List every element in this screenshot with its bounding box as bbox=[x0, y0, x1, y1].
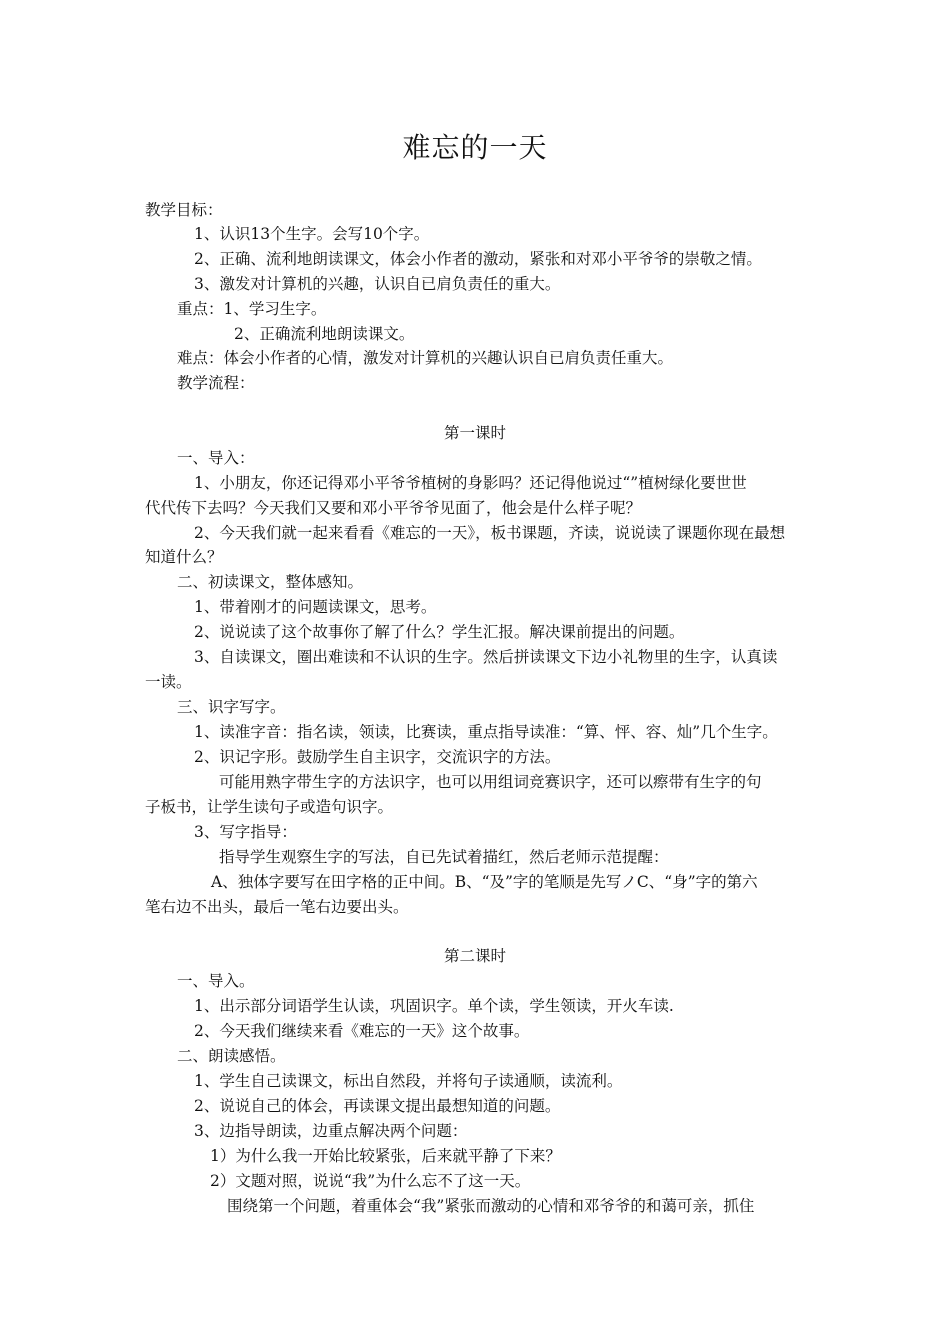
lesson-1-line: 二、初读课文，整体感知。 bbox=[177, 573, 364, 591]
lesson-1-line: 3、自读课文，圈出难读和不认识的生字。然后拼读课文下边小礼物里的生字，认真读 bbox=[194, 648, 778, 666]
lesson-2-line: 2）文题对照，说说“我”为什么忘不了这一天。 bbox=[210, 1172, 531, 1190]
key-point: 2、正确流利地朗读课文。 bbox=[234, 325, 415, 343]
lesson-2-line: 二、朗读感悟。 bbox=[177, 1047, 286, 1065]
objective-item: 2、正确、流利地朗读课文，体会小作者的激动，紧张和对邓小平爷爷的崇敬之情。 bbox=[194, 250, 762, 268]
objectives-heading: 教学目标： bbox=[145, 201, 223, 219]
lesson-1-line: 子板书，让学生读句子或造句识字。 bbox=[145, 798, 394, 816]
lesson-2-line: 2、今天我们继续来看《难忘的一天》这个故事。 bbox=[194, 1022, 530, 1040]
document-title: 难忘的一天 bbox=[402, 131, 548, 164]
lesson-2-line: 围绕第一个问题，着重体会“我”紧张而激动的心情和邓爷爷的和蔼可亲，抓住 bbox=[227, 1197, 755, 1215]
lesson-1-line: 2、识记字形。鼓励学生自主识字，交流识字的方法。 bbox=[194, 748, 561, 766]
lesson-1-line: 一读。 bbox=[145, 673, 192, 691]
lesson-1-line: 3、写字指导： bbox=[194, 823, 297, 841]
lesson-1-line: 2、说说读了这个故事你了解了什么？学生汇报。解决课前提出的问题。 bbox=[194, 623, 685, 641]
lesson-1-line: 可能用熟字带生字的方法识字，也可以用组词竞赛识字，还可以瘵带有生字的句 bbox=[219, 773, 762, 791]
lesson-1-line: 代代传下去吗？今天我们又要和邓小平爷爷见面了，他会是什么样子呢？ bbox=[145, 499, 642, 517]
lesson-1-line: A、独体字要写在田字格的正中间。B、“及”字的笔顺是先写ノC、“身”字的第六 bbox=[211, 873, 758, 891]
lesson-1-line: 2、今天我们就一起来看看《难忘的一天》，板书课题，齐读，说说读了课题你现在最想 bbox=[194, 524, 786, 542]
lesson-2-line: 3、边指导朗读，边重点解决两个问题： bbox=[194, 1122, 468, 1140]
lesson-2-line: 2、说说自己的体会，再读课文提出最想知道的问题。 bbox=[194, 1097, 561, 1115]
lesson-2-line: 1）为什么我一开始比较紧张，后来就平静了下来？ bbox=[210, 1147, 561, 1165]
lesson-1-line: 1、读准字音：指名读，领读，比赛读，重点指导读准：“算、怦、容、灿”几个生字。 bbox=[194, 723, 778, 741]
lesson-1-line: 知道什么？ bbox=[145, 548, 223, 566]
lesson-1-line: 1、带着刚才的问题读课文，思考。 bbox=[194, 598, 437, 616]
lesson-1-line: 一、导入： bbox=[177, 449, 255, 467]
lesson-1-line: 1、小朋友，你还记得邓小平爷爷植树的身影吗？还记得他说过“”植树绿化要世世 bbox=[194, 474, 747, 492]
difficulty-point: 难点：体会小作者的心情，激发对计算机的兴趣认识自已肩负责任重大。 bbox=[177, 349, 674, 367]
lesson-1-line: 笔右边不出头，最后一笔右边要出头。 bbox=[145, 898, 409, 916]
lesson-2-line: 1、学生自己读课文，标出自然段，并将句子读通顺，读流利。 bbox=[194, 1072, 623, 1090]
lesson-2-line: 一、导入。 bbox=[177, 972, 255, 990]
lesson-2-line: 1、出示部分词语学生认读，巩固识字。单个读，学生领读，开火车读. bbox=[194, 997, 674, 1015]
objective-item: 3、激发对计算机的兴趣，认识自已肩负责任的重大。 bbox=[194, 275, 561, 293]
lesson-2-heading: 第二课时 bbox=[443, 947, 506, 965]
process-heading: 教学流程： bbox=[177, 374, 255, 392]
objective-item: 1、认识13个生字。会写10个字。 bbox=[194, 225, 430, 243]
lesson-1-line: 三、识字写字。 bbox=[177, 698, 286, 716]
lesson-1-heading: 第一课时 bbox=[443, 424, 506, 442]
key-point: 重点：1、学习生字。 bbox=[177, 300, 327, 318]
lesson-1-line: 指导学生观察生字的写法，自已先试着描红，然后老师示范提醒： bbox=[219, 848, 669, 866]
